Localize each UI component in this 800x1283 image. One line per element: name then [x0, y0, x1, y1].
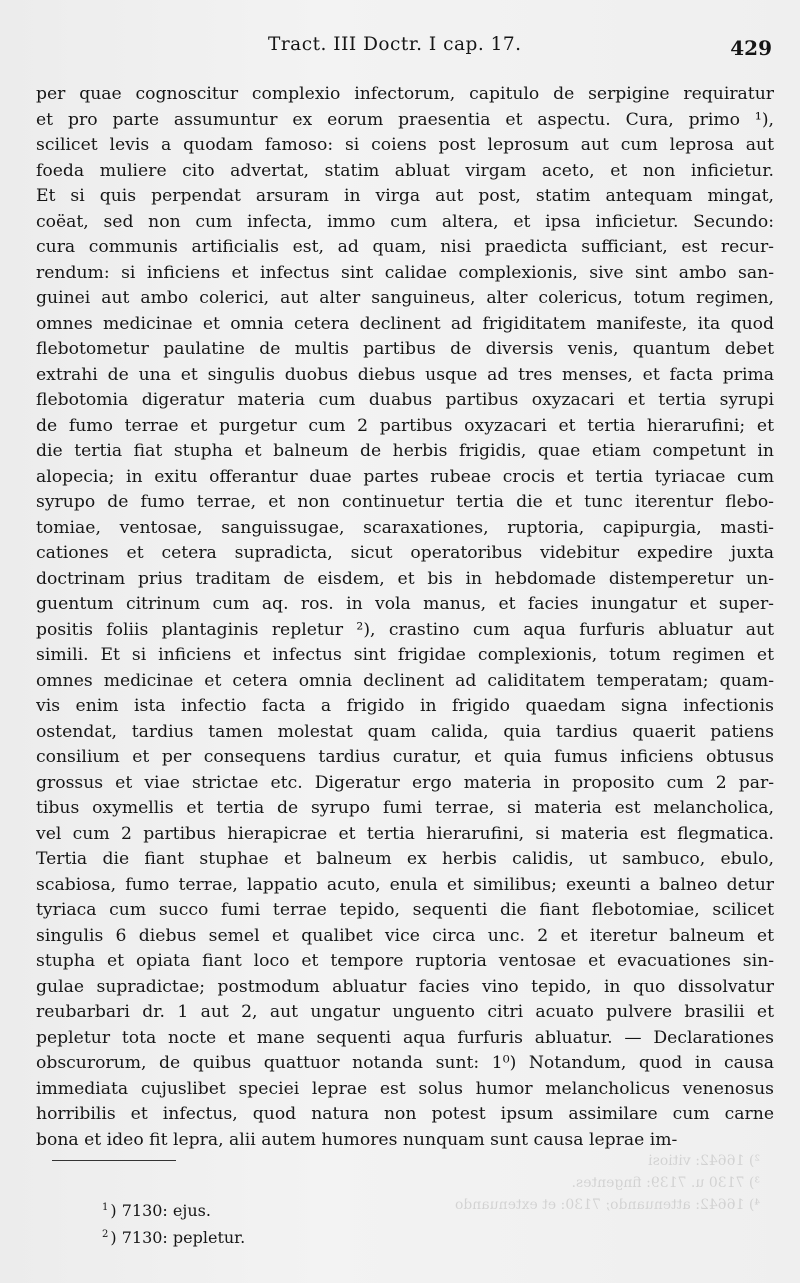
text-line: coëat, sed non cum infecta, immo cum altera, et ipsa inficietur. Secundo:	[36, 211, 774, 232]
footnotes	[102, 1196, 245, 1250]
bleed-through-line: ²) 16642: vitiosi	[648, 1153, 760, 1169]
text-line: positis foliis plantaginis repletur ²), crastino cum aqua furfuris abluatur aut	[36, 619, 774, 640]
text-line: die tertia fiat stupha et balneum de herbis frigidis, quae etiam competunt in	[36, 441, 774, 461]
text-line: omnes medicinae et cetera omnia declinent ad caliditatem temperatam; quam-	[36, 670, 774, 691]
footnote-marker: 1	[102, 1202, 109, 1213]
text-line: vis enim ista infectio facta a frigido in frigido quaedam signa infectionis	[36, 696, 774, 716]
text-line: extrahi de una et singulis duobus diebus usque ad tres menses, et facta prima	[36, 364, 774, 385]
text-line: reubarbari dr. 1 aut 2, aut ungatur unguento citri acuato pulvere brasilii et	[36, 1002, 774, 1022]
footnote-text: ) 7130: ejus.	[110, 1201, 211, 1220]
page-number: 429	[730, 36, 772, 60]
text-line: guentum citrinum cum aq. ros. in vola manus, et facies inungatur et super-	[36, 594, 774, 614]
text-line: rendum: si inficiens et infectus sint calidae complexionis, sive sint ambo san-	[36, 262, 774, 283]
text-line: doctrinam prius traditam de eisdem, et bis in hebdomade distemperetur un-	[36, 568, 774, 589]
text-line: foeda muliere cito advertat, statim abluat virgam aceto, et non inficietur.	[36, 160, 774, 181]
text-line: omnes medicinae et omnia cetera declinent ad frigiditatem manifeste, ita quod	[36, 313, 774, 334]
text-line: de fumo terrae et purgetur cum 2 partibus oxyzacari et tertia hierarufini; et	[36, 415, 774, 436]
footnote-1	[102, 1196, 245, 1223]
footnote-marker: 2	[102, 1229, 109, 1240]
text-line: per quae cognoscitur complexio infectorum, capitulo de serpigine requiratur	[36, 84, 774, 104]
bleed-through-line: ⁴) 16642: attenuando; 7130: et extenuando	[454, 1197, 760, 1213]
text-line: consilium et per consequens tardius curatur, et quia fumus inficiens obtusus	[36, 747, 774, 767]
text-line: stupha et opiata fiant loco et tempore ruptoria ventosae et evacuationes sin-	[36, 951, 774, 971]
text-line: tyriaca cum succo fumi terrae tepido, sequenti die fiant flebotomiae, scilicet	[36, 900, 774, 920]
running-title: Tract. III Doctr. I cap. 17.	[268, 34, 522, 55]
text-line: gulae supradictae; postmodum abluatur facies vino tepido, in quo dissolvatur	[36, 976, 774, 997]
text-line: alopecia; in exitu offerantur duae partes rubeae crocis et tertia tyriacae cum	[36, 466, 774, 487]
text-line: vel cum 2 partibus hierapicrae et tertia hierarufini, si materia est flegmatica.	[36, 823, 774, 844]
text-line: cura communis artificialis est, ad quam, nisi praedicta sufficiant, est recur-	[36, 237, 774, 257]
text-line: flebotomia digeratur materia cum duabus partibus oxyzacari et tertia syrupi	[36, 390, 774, 410]
text-line: tomiae, ventosae, sanguissugae, scaraxationes, ruptoria, capipurgia, masti-	[36, 517, 774, 538]
text-line: bona et ideo fit lepra, alii autem humores nunquam sunt causa leprae im-	[36, 1129, 678, 1150]
text-line: obscurorum, de quibus quattuor notanda sunt: 1⁰) Notandum, quod in causa	[36, 1053, 774, 1073]
text-line: guinei aut ambo colerici, aut alter sanguineus, alter colericus, totum regimen,	[36, 288, 774, 308]
text-line: scabiosa, fumo terrae, lappatio acuto, enula et similibus; exeunti a balneo detur	[36, 874, 774, 895]
page-header	[0, 30, 800, 60]
text-line: Tertia die fiant stuphae et balneum ex herbis calidis, ut sambuco, ebulo,	[36, 849, 774, 869]
text-line: pepletur tota nocte et mane sequenti aqua furfuris abluatur. — Declarationes	[36, 1027, 774, 1048]
text-line: flebotometur paulatine de multis partibus de diversis venis, quantum debet	[36, 339, 774, 359]
text-line: syrupo de fumo terrae, et non continuetur tertia die et tunc iterentur flebo-	[36, 492, 774, 512]
text-line: ostendat, tardius tamen molestat quam calida, quia tardius quaerit patiens	[36, 721, 774, 742]
text-line: et pro parte assumuntur ex eorum praesentia et aspectu. Cura, primo ¹),	[36, 109, 774, 130]
body-text	[36, 82, 774, 1153]
text-line: singulis 6 diebus semel et qualibet vice circa unc. 2 et iteretur balneum et	[36, 925, 774, 946]
text-line: tibus oxymellis et tertia de syrupo fumi terrae, si materia est melancholica,	[36, 798, 774, 818]
text-line: scilicet levis a quodam famoso: si coiens post leprosum aut cum leprosa aut	[36, 135, 774, 155]
text-line: horribilis et infectus, quod natura non potest ipsum assimilare cum carne	[36, 1104, 774, 1124]
footnote-text: ) 7130: pepletur.	[110, 1228, 246, 1247]
footnote-rule	[52, 1160, 176, 1161]
bleed-through-text	[454, 1150, 760, 1260]
text-line: grossus et viae strictae etc. Digeratur ergo materia in proposito cum 2 par-	[36, 772, 774, 793]
text-line: Et si quis perpendat arsuram in virga aut post, statim antequam mingat,	[36, 186, 774, 206]
footnote-2	[102, 1223, 245, 1250]
text-line: simili. Et si inficiens et infectus sint frigidae complexionis, totum regimen et	[36, 645, 774, 665]
text-line: immediata cujuslibet speciei leprae est solus humor melancholicus venenosus	[36, 1078, 774, 1099]
bleed-through-line: ³) 7130 u. 7139: fingentes.	[571, 1175, 760, 1191]
text-line: cationes et cetera supradicta, sicut operatoribus videbitur expedire juxta	[36, 543, 774, 563]
